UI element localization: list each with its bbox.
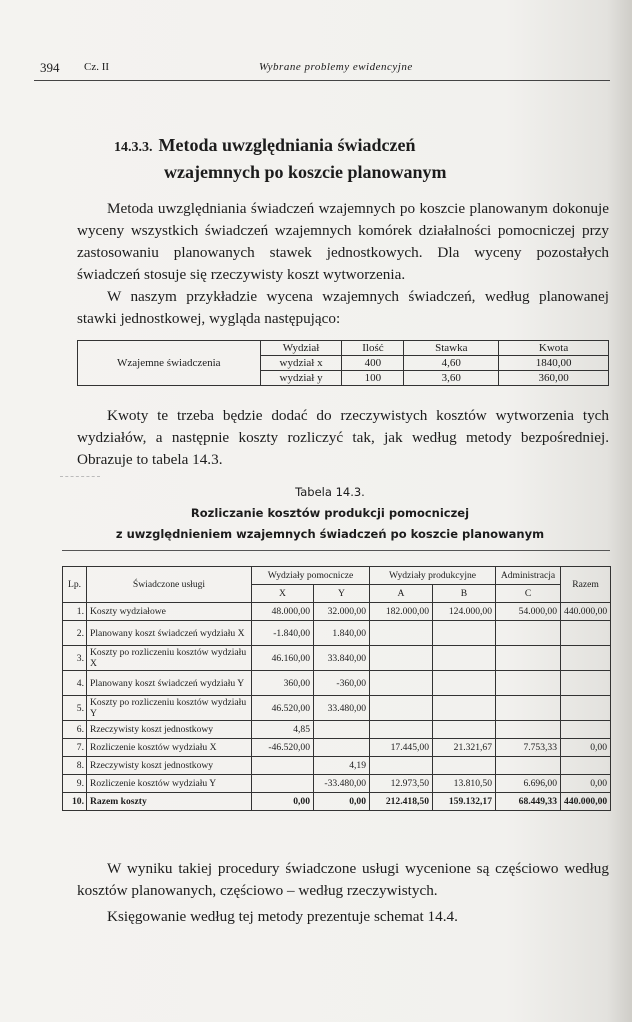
running-header	[34, 60, 610, 80]
cell-b	[433, 757, 496, 775]
cell-a	[370, 757, 433, 775]
cell-c	[496, 671, 561, 696]
paragraph-5: Księgowanie według tej metody prezentuje schemat 14.4.	[107, 908, 458, 925]
cell-total	[561, 671, 611, 696]
t1-header-qty: Ilość	[342, 341, 404, 356]
col-admin: Administracja	[496, 567, 561, 585]
table-row	[63, 721, 611, 739]
cell-c	[496, 721, 561, 739]
margin-mark	[60, 476, 100, 477]
row-label: Rzeczywisty koszt jednostkowy	[87, 757, 252, 775]
row-label: Razem koszty	[87, 793, 252, 811]
table-row	[63, 696, 611, 721]
cell-c: 68.449,33	[496, 793, 561, 811]
cell-a	[370, 671, 433, 696]
cell-b: 159.132,17	[433, 793, 496, 811]
col-lp: Lp.	[63, 567, 87, 603]
row-number: 10.	[63, 793, 87, 811]
row-label: Rozliczenie kosztów wydziału X	[87, 739, 252, 757]
cell-x: 0,00	[252, 793, 314, 811]
cell-a: 182.000,00	[370, 603, 433, 621]
t1-header-amount: Kwota	[499, 341, 609, 356]
table-row	[63, 603, 611, 621]
cell-b	[433, 646, 496, 671]
cell-c	[496, 696, 561, 721]
table-row	[63, 739, 611, 757]
table-row	[63, 757, 611, 775]
cell-a	[370, 696, 433, 721]
row-number: 9.	[63, 775, 87, 793]
mutual-services-table	[77, 340, 609, 386]
col-b: B	[433, 585, 496, 603]
cell-y: 32.000,00	[314, 603, 370, 621]
mutual-services-label: Wzajemne świadczenia	[78, 341, 261, 386]
cell-y: 0,00	[314, 793, 370, 811]
row-label: Planowany koszt świadczeń wydziału X	[87, 621, 252, 646]
col-total: Razem	[561, 567, 611, 603]
cell-b	[433, 721, 496, 739]
row-label: Rozliczenie kosztów wydziału Y	[87, 775, 252, 793]
row-number: 6.	[63, 721, 87, 739]
cell-total	[561, 646, 611, 671]
row-number: 1.	[63, 603, 87, 621]
cell-total: 440.000,00	[561, 793, 611, 811]
col-c: C	[496, 585, 561, 603]
paragraph-1: Metoda uwzględniania świadczeń wzajemnych po koszcie planowanym dokonuje wyceny wszystkich świadczeń wzajemnych komórek działalności pomocniczej przy zastosowaniu planowanych stawek jednostkowych. Dla wyceny pozostałych świadczeń stosuje się rzeczywisty koszt wytworzenia.	[77, 200, 609, 283]
cell-total: 0,00	[561, 775, 611, 793]
cell-x: 46.520,00	[252, 696, 314, 721]
cell-x	[252, 775, 314, 793]
cell-x: -46.520,00	[252, 739, 314, 757]
cell-c	[496, 757, 561, 775]
row-label: Koszty wydziałowe	[87, 603, 252, 621]
col-a: A	[370, 585, 433, 603]
cell-y: 33.480,00	[314, 696, 370, 721]
cell-c: 7.753,33	[496, 739, 561, 757]
cell-a	[370, 621, 433, 646]
table-row	[63, 793, 611, 811]
t1-cell: wydział x	[260, 356, 342, 371]
t1-cell: wydział y	[260, 371, 342, 386]
cell-y: 33.840,00	[314, 646, 370, 671]
cell-c: 6.696,00	[496, 775, 561, 793]
cell-b	[433, 696, 496, 721]
t1-cell: 4,60	[404, 356, 499, 371]
table-row	[63, 621, 611, 646]
cell-x: 46.160,00	[252, 646, 314, 671]
row-number: 4.	[63, 671, 87, 696]
chapter-label: Cz. II	[84, 61, 110, 73]
cell-total	[561, 621, 611, 646]
running-title: Wybrane problemy ewidencyjne	[259, 61, 413, 73]
col-x: X	[252, 585, 314, 603]
caption-rule	[62, 550, 610, 551]
cell-b	[433, 671, 496, 696]
settlement-table	[62, 566, 611, 811]
cell-x	[252, 757, 314, 775]
header-rule	[34, 80, 610, 81]
cell-y: -33.480,00	[314, 775, 370, 793]
cell-c	[496, 621, 561, 646]
cell-total	[561, 757, 611, 775]
col-services: Świadczone usługi	[87, 567, 252, 603]
row-label: Koszty po rozliczeniu kosztów wydziału Y	[87, 696, 252, 721]
row-number: 8.	[63, 757, 87, 775]
row-label: Rzeczywisty koszt jednostkowy	[87, 721, 252, 739]
cell-c	[496, 646, 561, 671]
row-number: 5.	[63, 696, 87, 721]
cell-a	[370, 646, 433, 671]
t1-header-rate: Stawka	[404, 341, 499, 356]
cell-y: 1.840,00	[314, 621, 370, 646]
table-row	[63, 646, 611, 671]
row-label: Planowany koszt świadczeń wydziału Y	[87, 671, 252, 696]
table-row	[63, 775, 611, 793]
row-label: Koszty po rozliczeniu kosztów wydziału X	[87, 646, 252, 671]
cell-a: 17.445,00	[370, 739, 433, 757]
section-number: 14.3.3.	[114, 140, 153, 155]
t1-cell: 3,60	[404, 371, 499, 386]
row-number: 3.	[63, 646, 87, 671]
cell-y	[314, 721, 370, 739]
cell-c: 54.000,00	[496, 603, 561, 621]
cell-x: 48.000,00	[252, 603, 314, 621]
row-number: 7.	[63, 739, 87, 757]
cell-x: -1.840,00	[252, 621, 314, 646]
cell-a: 212.418,50	[370, 793, 433, 811]
cell-y: -360,00	[314, 671, 370, 696]
cell-a	[370, 721, 433, 739]
col-y: Y	[314, 585, 370, 603]
cell-b: 124.000,00	[433, 603, 496, 621]
table-row	[63, 671, 611, 696]
t1-cell: 100	[342, 371, 404, 386]
cell-a: 12.973,50	[370, 775, 433, 793]
cell-total	[561, 696, 611, 721]
cell-total	[561, 721, 611, 739]
row-number: 2.	[63, 621, 87, 646]
cell-y: 4,19	[314, 757, 370, 775]
paragraph-4: W wyniku takiej procedury świadczone usługi wycenione są częściowo według kosztów planowanych, częściowo – według rzeczywistych.	[77, 860, 609, 899]
paragraph-2: W naszym przykładzie wycena wzajemnych świadczeń, według planowanej stawki jednostkowej, wygląda następująco:	[77, 288, 609, 327]
t1-cell: 1840,00	[499, 356, 609, 371]
cell-b: 13.810,50	[433, 775, 496, 793]
cell-x: 360,00	[252, 671, 314, 696]
section-title-line1: Metoda uwzględniania świadczeń	[158, 135, 416, 155]
table-caption: Tabela 14.3.	[295, 485, 365, 499]
section-title-line2: wzajemnych po koszcie planowanym	[164, 162, 447, 182]
t1-cell: 360,00	[499, 371, 609, 386]
table-title-line1: Rozliczanie kosztów produkcji pomocniczej	[190, 506, 470, 520]
cell-b	[433, 621, 496, 646]
t1-cell: 400	[342, 356, 404, 371]
paragraph-3: Kwoty te trzeba będzie dodać do rzeczywistych kosztów wytworzenia tych wydziałów, a następnie koszty rozliczyć tak, jak według metody bezpośredniej. Obrazuje to tabela 14.3.	[77, 407, 609, 468]
cell-total: 440.000,00	[561, 603, 611, 621]
cell-total: 0,00	[561, 739, 611, 757]
page-number: 394	[40, 60, 60, 75]
col-prod-depts: Wydziały produkcyjne	[370, 567, 496, 585]
section-heading	[114, 133, 447, 184]
cell-b: 21.321,67	[433, 739, 496, 757]
t1-header-dept: Wydział	[260, 341, 342, 356]
cell-y	[314, 739, 370, 757]
cell-x: 4,85	[252, 721, 314, 739]
table-title-line2: z uwzględnieniem wzajemnych świadczeń po koszcie planowanym	[115, 527, 545, 541]
col-aux-depts: Wydziały pomocnicze	[252, 567, 370, 585]
